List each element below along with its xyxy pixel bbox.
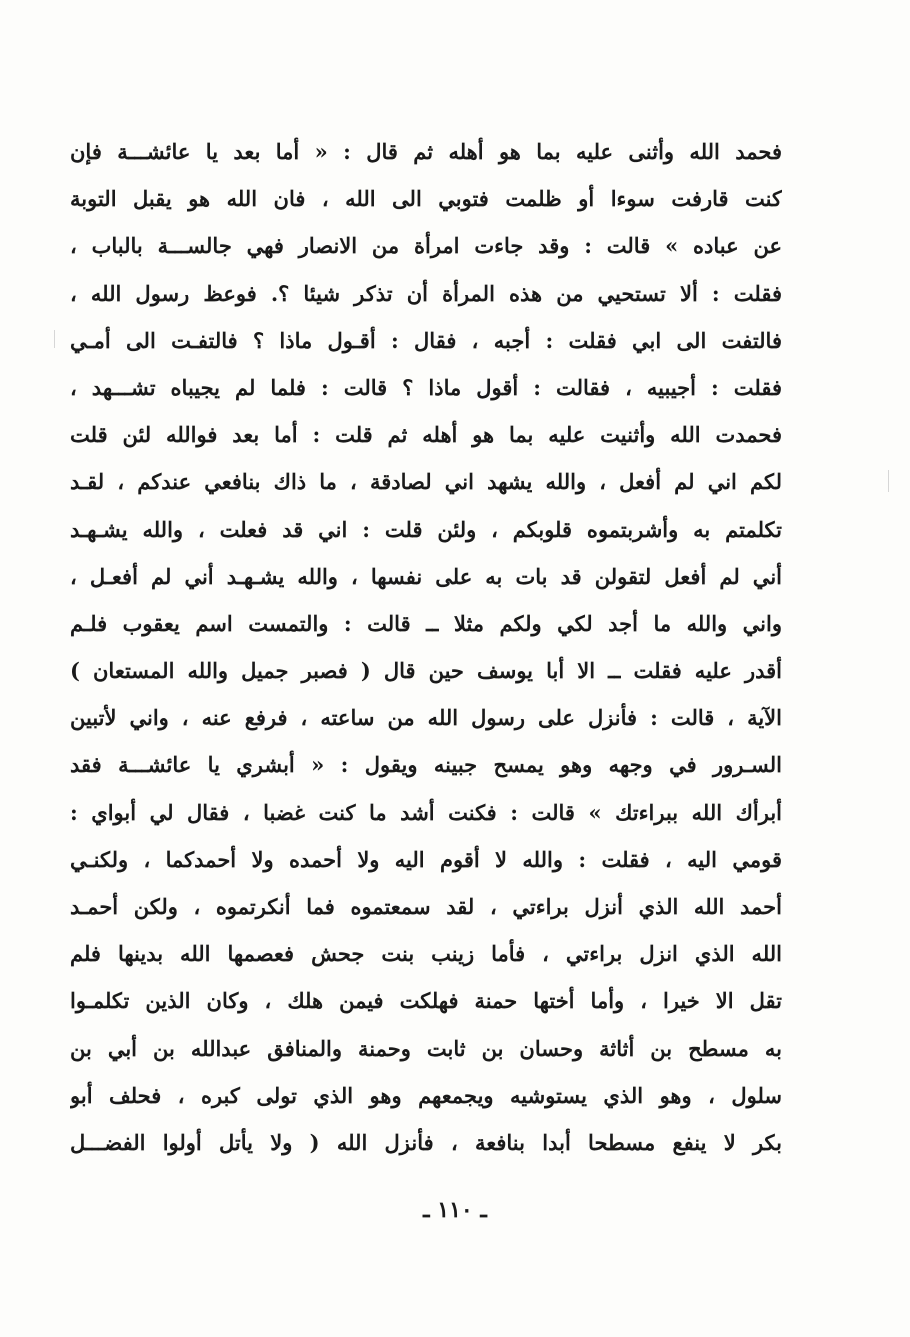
page-number: ـ ١١٠ ـ: [423, 1197, 487, 1223]
text-line: السـرور في وجهه وهو يمسح جبينه ويقول : « أبشري يا عائشـــة فقد: [70, 752, 782, 778]
text-line: أقدر عليه فقلت ــ الا أبا يوسف حين قال ( فصبر جميل والله المستعان ): [70, 658, 782, 684]
scan-edge-mark-left: [54, 330, 55, 348]
text-line: عن عباده » قالت : وقد جاءت امرأة من الانصار فهي جالســـة بالباب ،: [70, 233, 782, 259]
text-line: فحمدت الله وأثنيت عليه بما هو أهله ثم قلت : أما بعد فوالله لئن قلت: [70, 422, 782, 448]
text-line: كنت قارفت سوءا أو ظلمت فتوبي الى الله ، فان الله هو يقبل التوبة: [70, 186, 782, 212]
text-line: تقل الا خيرا ، وأما أختها حمنة فهلكت فيمن هلك ، وكان الذين تكلمـوا: [70, 988, 782, 1014]
text-line: تكلمتم به وأشربتموه قلوبكم ، ولئن قلت : اني قد فعلت ، والله يشـهـد: [70, 516, 782, 542]
text-line: أني لم أفعل لتقولن قد بات به على نفسها ، والله يشـهـد أني لم أفعـل ،: [70, 563, 782, 589]
text-line: أبرأك الله ببراءتك » قالت : فكنت أشد ما كنت غضبا ، فقال لي أبواي :: [70, 799, 782, 825]
text-line: فقلت : ألا تستحيي من هذه المرأة أن تذكر شيئا ؟. فوعظ رسول الله ،: [70, 280, 782, 306]
scan-edge-mark-right: [888, 470, 889, 492]
text-line: سلول ، وهو الذي يستوشيه ويجمعهم وهو الذي تولى كبره ، فحلف أبو: [70, 1082, 782, 1108]
body-text: [70, 128, 782, 1166]
text-line: قومي اليه ، فقلت : والله لا أقوم اليه ولا أحمده ولا أحمدكما ، ولكنـي: [70, 846, 782, 872]
text-line: الله الذي انزل براءتي ، فأما زينب بنت جحش فعصمها الله بدينها فلم: [70, 941, 782, 967]
text-line: الآية ، قالت : فأنزل على رسول الله من ساعته ، فرفع عنه ، واني لأتبين: [70, 705, 782, 731]
text-line: لكم اني لم أفعل ، والله يشهد اني لصادقة ، ما ذاك بنافعي عندكم ، لقـد: [70, 469, 782, 495]
text-line: واني والله ما أجد لكي ولكم مثلا ــ قالت : والتمست اسم يعقوب فلـم: [70, 610, 782, 636]
text-line: بكر لا ينفع مسطحا أبدا بنافعة ، فأنزل الله ( ولا يأتل أولوا الفضـــل: [70, 1129, 782, 1155]
text-line: فالتفت الى ابي فقلت : أجبه ، فقال : أقـول ماذا ؟ فالتفـت الى أمـي: [70, 327, 782, 353]
text-line: أحمد الله الذي أنزل براءتي ، لقد سمعتموه فما أنكرتموه ، ولكن أحمـد: [70, 894, 782, 919]
text-line: به مسطح بن أثاثة وحسان بن ثابت وحمنة والمنافق عبدالله بن أبي بن: [70, 1035, 782, 1061]
text-line: فقلت : أجيبيه ، فقالت : أقول ماذا ؟ قالت : فلما لم يجيباه تشـــهد ،: [70, 374, 782, 400]
text-line: فحمد الله وأثنى عليه بما هو أهله ثم قال : « أما بعد يا عائشـــة فإن: [70, 139, 782, 164]
